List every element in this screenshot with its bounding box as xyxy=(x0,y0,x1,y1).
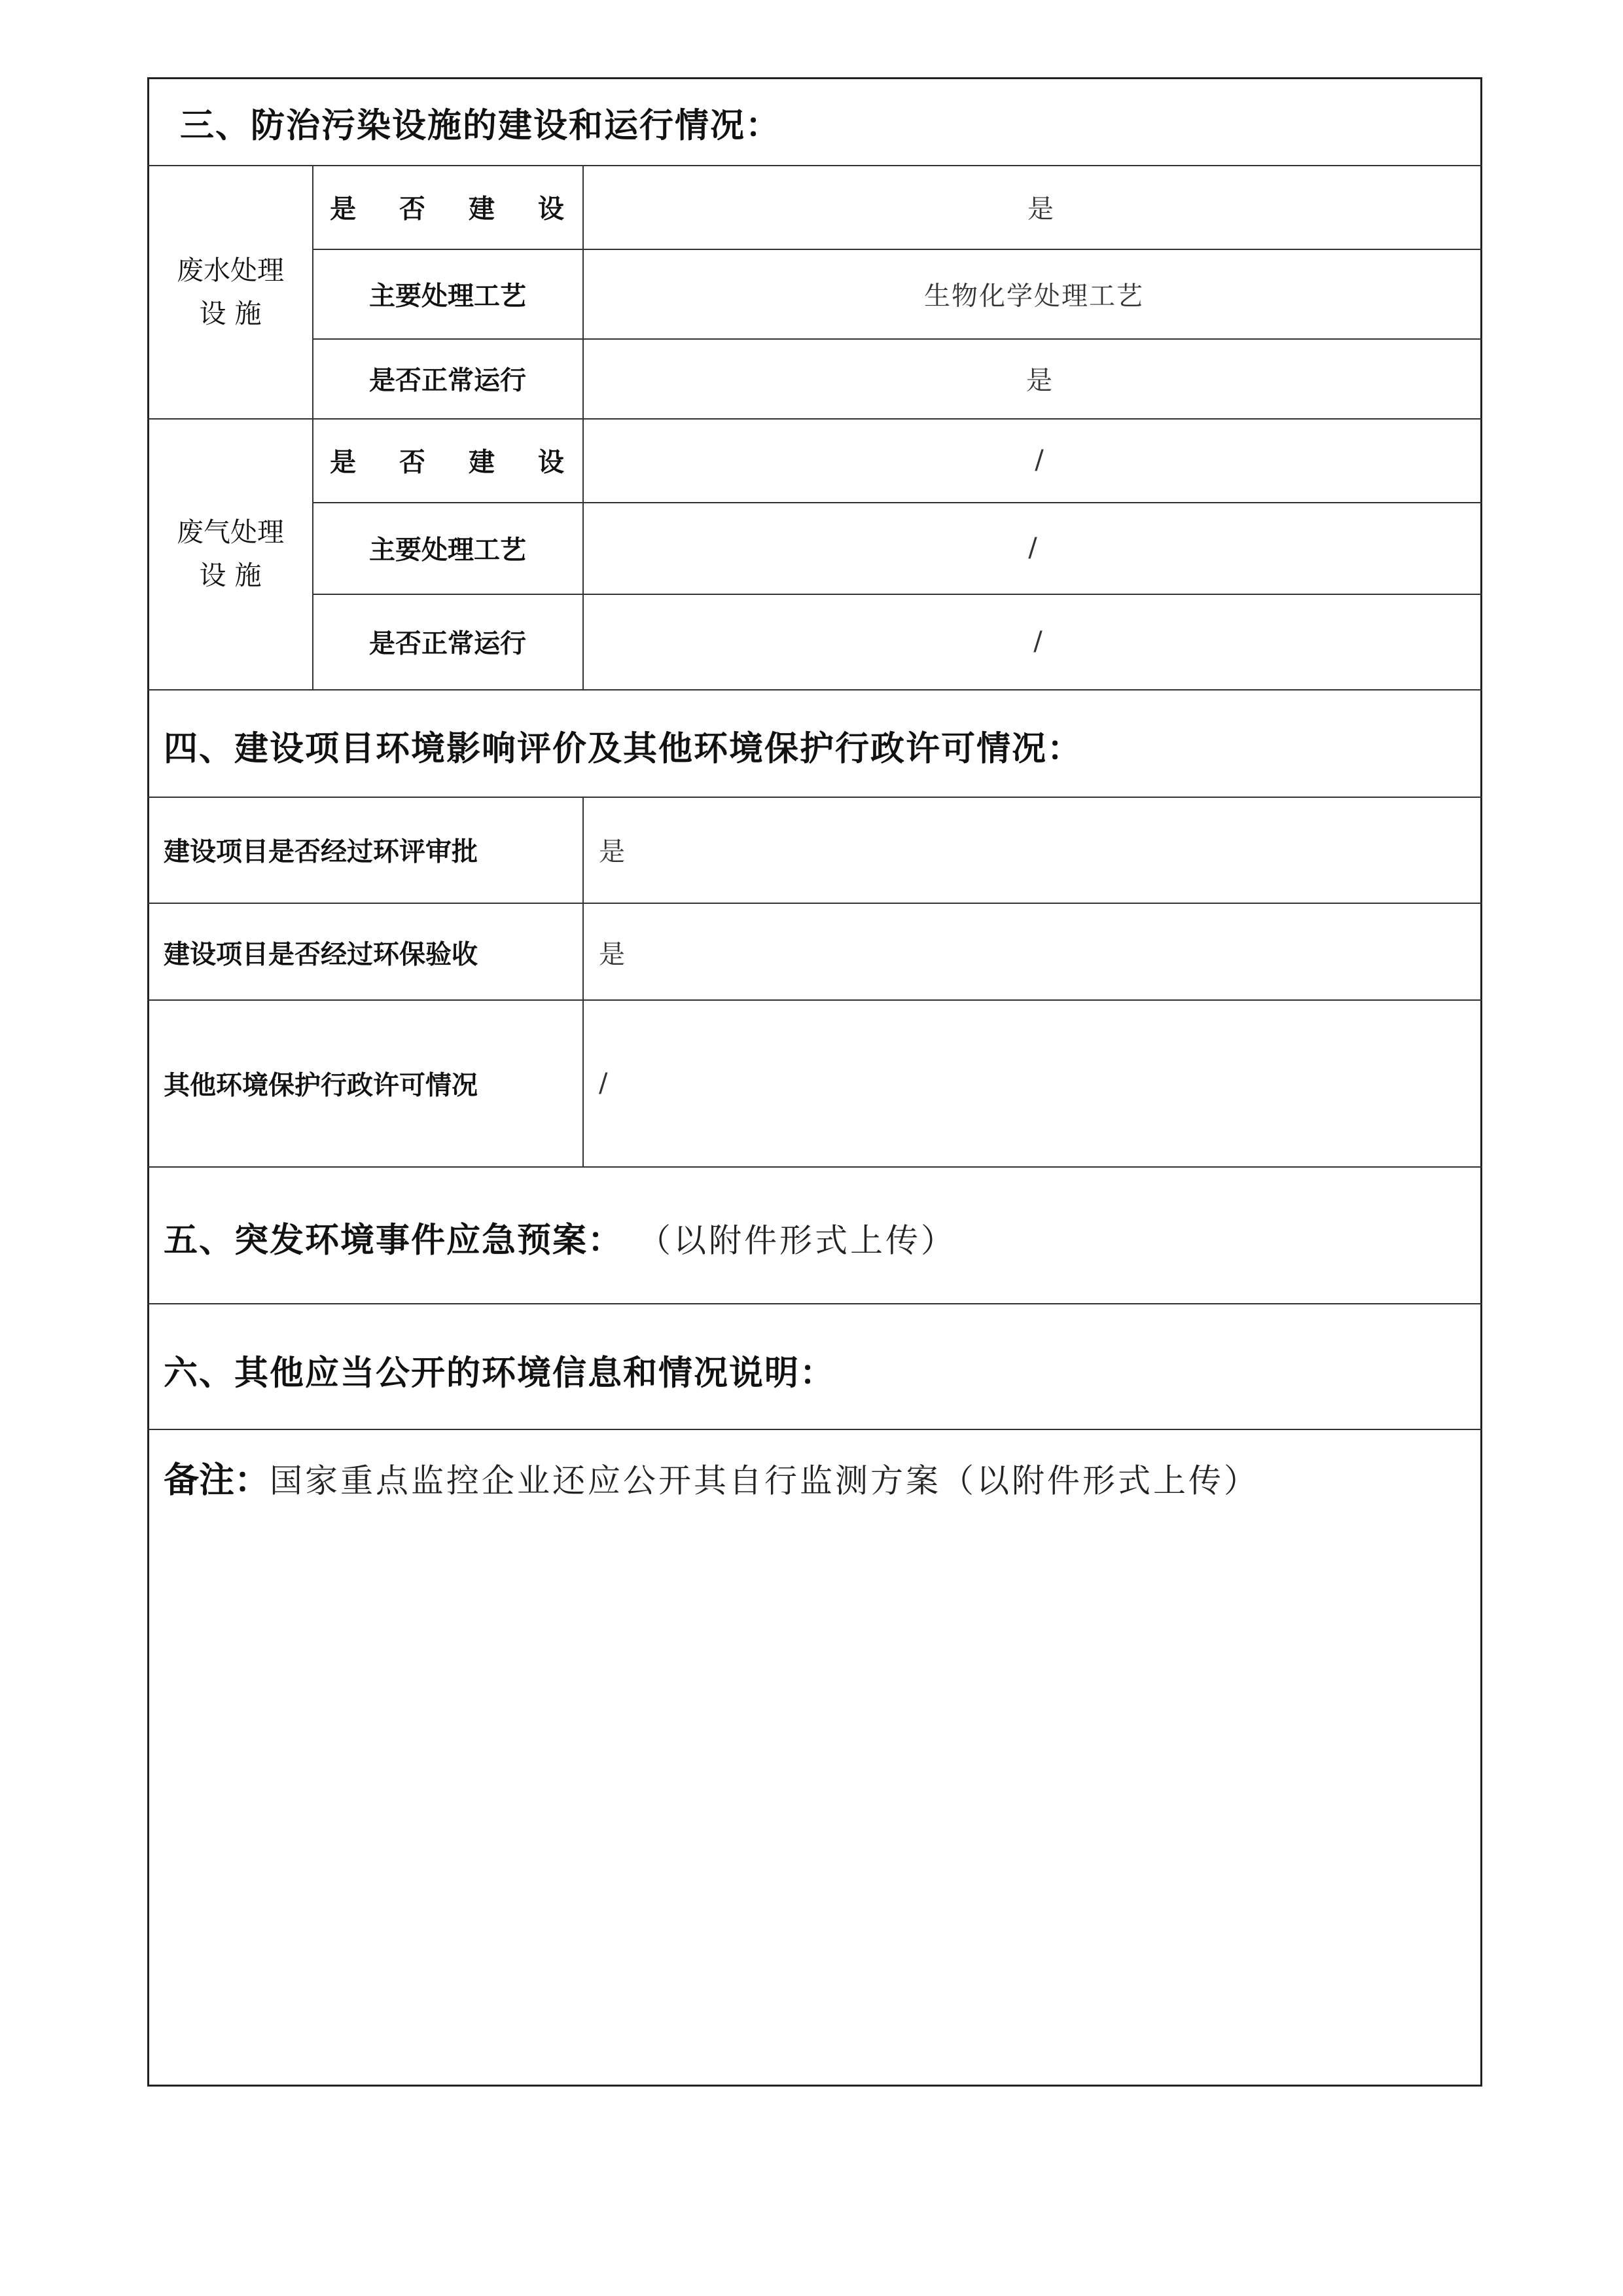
eia-approval-value: 是 xyxy=(599,836,625,867)
row-divider xyxy=(147,1166,1482,1168)
wastewater-built-value: 是 xyxy=(1027,194,1054,224)
exhaust-gas-running-label: 是否正常运行 xyxy=(369,628,526,659)
wastewater-category-line1: 废水处理 xyxy=(177,255,284,286)
other-permits-label: 其他环境保护行政许可情况 xyxy=(164,1070,478,1101)
row-divider xyxy=(147,418,1482,420)
wastewater-process-value: 生物化学处理工艺 xyxy=(924,281,1144,312)
section6-title: 六、其他应当公开的环境信息和情况说明： xyxy=(164,1354,836,1393)
remark-label: 备注： xyxy=(164,1459,270,1501)
exhaust-gas-built-value: / xyxy=(1035,445,1044,475)
eia-approval-label: 建设项目是否经过环评审批 xyxy=(164,836,478,867)
wastewater-category-line2: 设 施 xyxy=(199,298,262,329)
wastewater-built-label: 是 否 建 设 xyxy=(330,194,581,224)
row-divider xyxy=(147,165,1482,166)
exhaust-gas-running-value: / xyxy=(1033,626,1043,656)
column-divider xyxy=(582,797,584,1166)
exhaust-gas-category-line1: 废气处理 xyxy=(177,516,284,548)
exhaust-gas-process-label: 主要处理工艺 xyxy=(369,535,526,565)
remark-row xyxy=(164,1452,1259,1503)
exhaust-gas-process-value: / xyxy=(1028,533,1037,563)
eia-acceptance-value: 是 xyxy=(599,939,625,970)
wastewater-running-value: 是 xyxy=(1026,365,1052,396)
wastewater-running-label: 是否正常运行 xyxy=(369,365,526,396)
remark-text: 国家重点监控企业还应公开其自行监测方案（以附件形式上传） xyxy=(270,1462,1259,1500)
row-divider xyxy=(147,999,1482,1001)
row-divider xyxy=(147,797,1482,798)
row-divider xyxy=(312,249,1482,250)
section5-title: 五、突发环境事件应急预案： xyxy=(164,1221,624,1261)
other-permits-value: / xyxy=(599,1068,608,1098)
row-divider xyxy=(147,689,1482,691)
row-divider xyxy=(312,594,1482,595)
row-divider xyxy=(147,903,1482,904)
section4-title: 四、建设项目环境影响评价及其他环境保护行政许可情况： xyxy=(164,729,1083,769)
row-divider xyxy=(147,1303,1482,1304)
row-divider xyxy=(312,502,1482,503)
eia-acceptance-label: 建设项目是否经过环保验收 xyxy=(164,939,478,970)
wastewater-process-label: 主要处理工艺 xyxy=(369,281,526,312)
exhaust-gas-category xyxy=(177,511,284,597)
row-divider xyxy=(312,338,1482,340)
column-divider xyxy=(312,165,313,689)
column-divider xyxy=(582,165,584,689)
exhaust-gas-category-line2: 设 施 xyxy=(199,560,262,591)
section5-row xyxy=(164,1213,956,1262)
wastewater-category xyxy=(177,249,284,335)
row-divider xyxy=(147,1429,1482,1430)
exhaust-gas-built-label: 是 否 建 设 xyxy=(330,447,581,478)
section5-note: （以附件形式上传） xyxy=(654,1221,957,1260)
section3-title: 三、防治污染设施的建设和运行情况： xyxy=(180,106,781,146)
